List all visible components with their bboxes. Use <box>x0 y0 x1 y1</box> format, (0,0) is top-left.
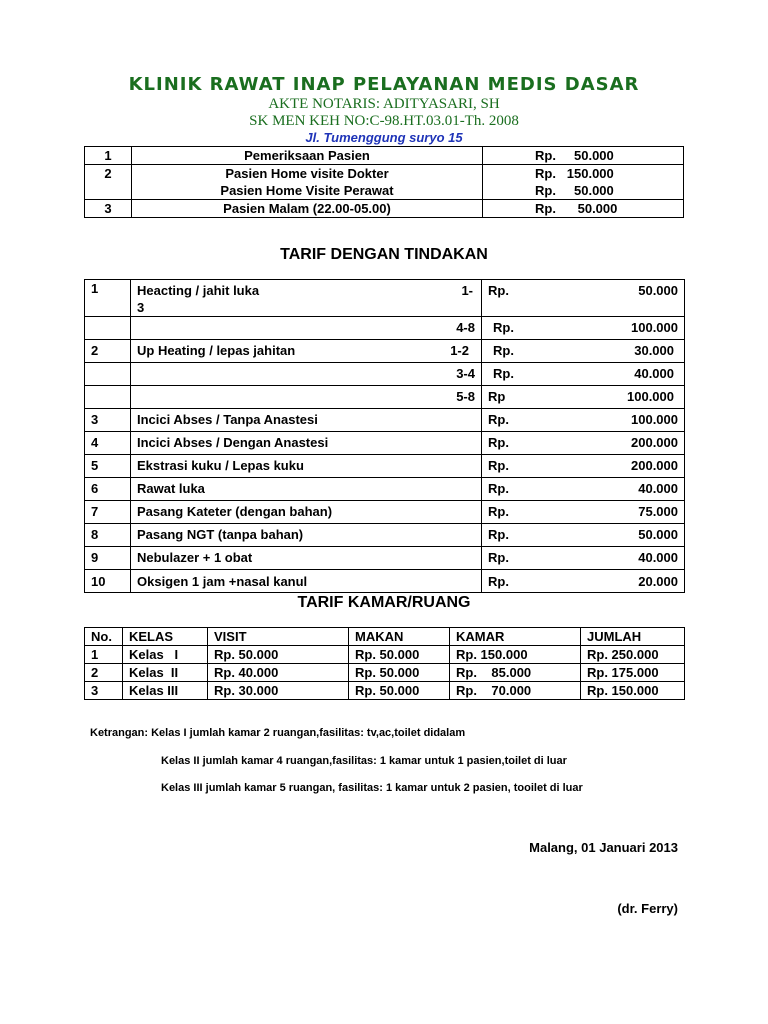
visit-fee: Rp. 30.000 <box>208 682 349 700</box>
place-and-date: Malang, 01 Januari 2013 <box>529 840 678 855</box>
procedure-range: 1-2 <box>450 343 469 358</box>
table-row <box>85 455 685 478</box>
meal-fee: Rp. 50.000 <box>349 682 450 700</box>
currency-label: Rp. <box>488 550 509 565</box>
service-name: Pasien Malam (22.00-05.00) <box>132 200 483 218</box>
procedure-name: Incici Abses / Tanpa Anastesi <box>131 409 482 432</box>
class-name: Kelas I <box>123 646 208 664</box>
signatory-name: (dr. Ferry) <box>617 901 678 916</box>
procedure-name: Nebulazer + 1 obat <box>131 547 482 570</box>
table-row <box>85 386 685 409</box>
price-cell <box>482 478 685 501</box>
room-fee-heading: TARIF KAMAR/RUANG <box>297 594 471 611</box>
row-number: 3 <box>85 200 132 218</box>
currency-label: Rp. <box>488 504 509 519</box>
price-amount: 75.000 <box>638 504 678 519</box>
currency-label: Rp. <box>493 320 514 335</box>
procedure-cell <box>131 280 482 317</box>
table-row <box>85 340 685 363</box>
price-cell <box>482 280 685 317</box>
service-name: Pemeriksaan Pasien <box>132 147 483 165</box>
price-amount: 40.000 <box>638 550 678 565</box>
row-number: 7 <box>85 501 131 524</box>
table-row <box>85 363 685 386</box>
price-cell <box>482 386 685 409</box>
currency-label: Rp. <box>488 412 509 427</box>
procedure-name: Incici Abses / Dengan Anastesi <box>131 432 482 455</box>
table-header-row <box>85 628 685 646</box>
row-number: 1 <box>85 646 123 664</box>
price-amount: 40.000 <box>638 481 678 496</box>
row-number <box>85 363 131 386</box>
currency-label: Rp. <box>488 283 509 298</box>
row-number: 1 <box>85 147 132 165</box>
procedure-range-continued: 3 <box>137 300 145 315</box>
table-row <box>85 682 685 700</box>
currency-label: Rp. <box>488 481 509 496</box>
procedure-range: 1- <box>461 283 473 298</box>
room-fee: Rp. 150.000 <box>450 646 581 664</box>
meal-fee: Rp. 50.000 <box>349 664 450 682</box>
price-cell <box>482 340 685 363</box>
currency-label: Rp. <box>488 458 509 473</box>
row-number: 5 <box>85 455 131 478</box>
row-number: 4 <box>85 432 131 455</box>
meal-fee: Rp. 50.000 <box>349 646 450 664</box>
class-name: Kelas II <box>123 664 208 682</box>
row-number: 2 <box>85 165 132 200</box>
table-row <box>85 165 684 183</box>
price-cell <box>482 317 685 340</box>
price-cell <box>482 501 685 524</box>
price-amount: 30.000 <box>634 343 674 358</box>
price-amount: 50.000 <box>638 527 678 542</box>
price-cell <box>482 547 685 570</box>
room-fee-table <box>84 627 685 700</box>
row-number: 3 <box>85 409 131 432</box>
column-header: No. <box>85 628 123 646</box>
ministry-decree: SK MEN KEH NO:C-98.HT.03.01-Th. 2008 <box>249 113 519 129</box>
visit-fee: Rp. 40.000 <box>208 664 349 682</box>
row-number <box>85 317 131 340</box>
column-header: JUMLAH <box>581 628 685 646</box>
price-amount: 20.000 <box>638 574 678 589</box>
procedure-fee-heading: TARIF DENGAN TINDAKAN <box>280 246 488 263</box>
table-row <box>85 182 684 200</box>
procedure-range: 4-8 <box>131 317 482 340</box>
class-name: Kelas III <box>123 682 208 700</box>
column-header: VISIT <box>208 628 349 646</box>
table-row <box>85 147 684 165</box>
procedure-name: Up Heating / lepas jahitan <box>137 343 296 358</box>
row-number: 9 <box>85 547 131 570</box>
basic-fee-table <box>84 146 684 218</box>
price-amount: 100.000 <box>627 389 674 404</box>
procedure-cell <box>131 340 482 363</box>
service-price: Rp. 50.000 <box>483 147 684 165</box>
table-row <box>85 547 685 570</box>
row-number: 8 <box>85 524 131 547</box>
column-header: MAKAN <box>349 628 450 646</box>
table-row <box>85 664 685 682</box>
price-amount: 40.000 <box>634 366 674 381</box>
row-number: 10 <box>85 570 131 593</box>
price-cell <box>482 524 685 547</box>
total-fee: Rp. 150.000 <box>581 682 685 700</box>
table-row <box>85 478 685 501</box>
procedure-fee-table <box>84 279 685 593</box>
notary-deed: AKTE NOTARIS: ADITYASARI, SH <box>268 96 500 112</box>
price-amount: 200.000 <box>631 458 678 473</box>
price-cell <box>482 363 685 386</box>
procedure-name: Oksigen 1 jam +nasal kanul <box>131 570 482 593</box>
price-amount: 50.000 <box>638 283 678 298</box>
table-row <box>85 570 685 593</box>
price-amount: 200.000 <box>631 435 678 450</box>
row-number: 2 <box>85 664 123 682</box>
currency-label: Rp. <box>493 366 514 381</box>
room-fee: Rp. 85.000 <box>450 664 581 682</box>
room-fee: Rp. 70.000 <box>450 682 581 700</box>
service-price: Rp. 50.000 <box>483 200 684 218</box>
table-row <box>85 501 685 524</box>
table-row <box>85 317 685 340</box>
procedure-name: Heacting / jahit luka <box>137 283 260 298</box>
price-cell <box>482 409 685 432</box>
room-note-class-2: Kelas II jumlah kamar 4 ruangan,fasilitas: 1 kamar untuk 1 pasien,toilet di luar <box>161 755 567 767</box>
row-number: 2 <box>85 340 131 363</box>
service-name: Pasien Home Visite Perawat <box>132 182 483 200</box>
table-row <box>85 432 685 455</box>
procedure-range: 5-8 <box>131 386 482 409</box>
table-row <box>85 524 685 547</box>
currency-label: Rp <box>488 389 506 404</box>
row-number: 3 <box>85 682 123 700</box>
price-amount: 100.000 <box>631 412 678 427</box>
price-cell <box>482 570 685 593</box>
column-header: KAMAR <box>450 628 581 646</box>
procedure-name: Pasang Kateter (dengan bahan) <box>131 501 482 524</box>
currency-label: Rp. <box>493 343 514 358</box>
price-amount: 100.000 <box>631 320 678 335</box>
currency-label: Rp. <box>488 574 509 589</box>
currency-label: Rp. <box>488 527 509 542</box>
clinic-title: KLINIK RAWAT INAP PELAYANAN MEDIS DASAR <box>128 74 640 95</box>
procedure-name: Ekstrasi kuku / Lepas kuku <box>131 455 482 478</box>
service-price: Rp. 150.000 <box>483 165 684 183</box>
row-number <box>85 386 131 409</box>
procedure-range: 3-4 <box>131 363 482 386</box>
currency-label: Rp. <box>488 435 509 450</box>
room-note-class-1: Ketrangan: Kelas I jumlah kamar 2 ruangan,fasilitas: tv,ac,toilet didalam <box>90 727 466 739</box>
price-cell <box>482 432 685 455</box>
price-cell <box>482 455 685 478</box>
service-price: Rp. 50.000 <box>483 182 684 200</box>
procedure-name: Rawat luka <box>131 478 482 501</box>
table-row <box>85 409 685 432</box>
total-fee: Rp. 250.000 <box>581 646 685 664</box>
clinic-address: Jl. Tumenggung suryo 15 <box>305 130 463 145</box>
row-number: 6 <box>85 478 131 501</box>
room-note-class-3: Kelas III jumlah kamar 5 ruangan, fasilitas: 1 kamar untuk 2 pasien, tooilet di luar <box>161 782 583 794</box>
total-fee: Rp. 175.000 <box>581 664 685 682</box>
table-row <box>85 280 685 317</box>
row-number: 1 <box>85 280 131 317</box>
service-name: Pasien Home visite Dokter <box>132 165 483 183</box>
table-row <box>85 200 684 218</box>
column-header: KELAS <box>123 628 208 646</box>
procedure-name: Pasang NGT (tanpa bahan) <box>131 524 482 547</box>
visit-fee: Rp. 50.000 <box>208 646 349 664</box>
table-row <box>85 646 685 664</box>
